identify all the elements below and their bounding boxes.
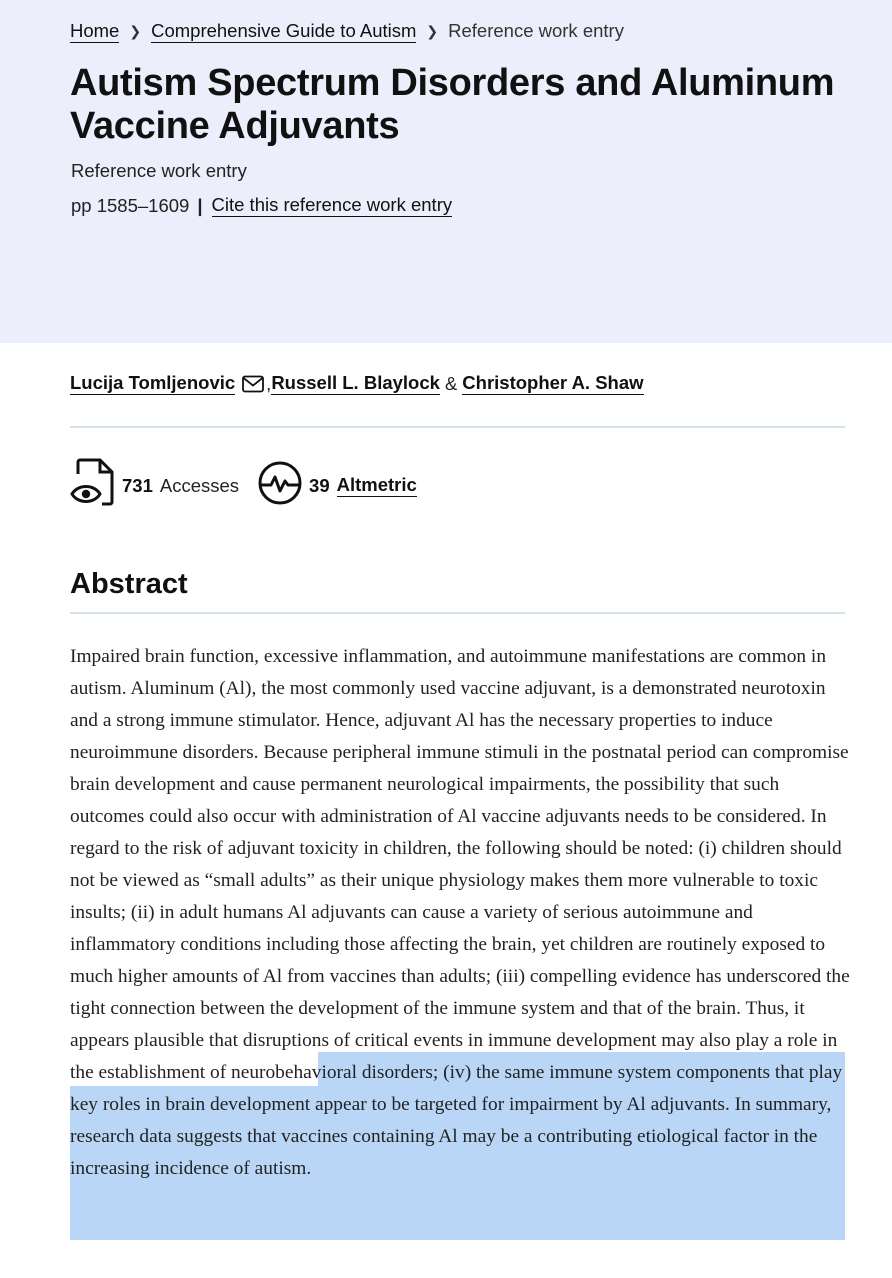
article-metrics [70, 458, 417, 513]
author-link-shaw[interactable]: Christopher A. Shaw [462, 372, 644, 393]
page-title: Autism Spectrum Disorders and Aluminum Vaccine Adjuvants [70, 62, 835, 147]
divider-bar: | [197, 194, 203, 216]
author-link-blaylock[interactable]: Russell L. Blaylock [271, 372, 440, 393]
pages-and-cite-row [71, 194, 452, 217]
altmetric-count: 39 [309, 474, 330, 496]
page-range: pp 1585–1609 [71, 194, 190, 216]
author-ampersand: & [444, 372, 458, 394]
altmetric-link[interactable]: Altmetric [336, 474, 417, 495]
document-eye-icon [70, 458, 116, 513]
abstract-body[interactable] [70, 641, 850, 1185]
altmetric-metric [257, 460, 417, 511]
author-link-tomljenovic[interactable]: Lucija Tomljenovic [70, 372, 236, 393]
altmetric-pulse-icon [257, 460, 303, 511]
breadcrumb-current: Reference work entry [448, 20, 624, 41]
cite-link[interactable]: Cite this reference work entry [211, 194, 453, 215]
chevron-right-icon: ❯ [129, 22, 142, 39]
section-divider [70, 426, 845, 428]
email-icon[interactable] [242, 375, 264, 393]
abstract-heading: Abstract [70, 568, 188, 600]
chevron-right-icon: ❯ [426, 22, 439, 39]
accesses-metric [70, 458, 239, 513]
abstract-selected-text: Thus, it appears plausible that disruptions of critical events in immune development may also play a role in the establishment of neurobehavioral disorders; (iv) the same immune system components that play key roles in brain development appear to be targeted for impairment by Al adjuvants. In summary, research data suggests that vaccines containing Al may be a contributing etiological factor in the increasing incidence of autism. [70, 998, 843, 1179]
breadcrumb-guide-link[interactable]: Comprehensive Guide to Autism [151, 19, 417, 41]
abstract-divider [70, 612, 845, 614]
accesses-label: Accesses [159, 474, 240, 496]
author-list [70, 372, 644, 395]
author-separator: , [266, 372, 272, 394]
entry-type-label: Reference work entry [71, 160, 247, 181]
accesses-count: 731 [122, 474, 153, 496]
breadcrumb-home-link[interactable]: Home [70, 19, 120, 41]
breadcrumb [70, 18, 624, 44]
abstract-text: Impaired brain function, excessive inflammation, and autoimmune manifestations are common in autism. Aluminum (Al), the most commonly used vaccine adjuvant, is a demonstrated neurotoxin and a strong immune stimulator. Hence, adjuvant Al has the necessary properties to induce neuroimmune disorders. Because peripheral immune stimuli in the postnatal period can compromise brain development and cause permanent neurological impairments, the possibility that such outcomes could also occur with administration of Al vaccine adjuvants needs to be considered. In regard to the risk of adjuvant toxicity in children, the following should be noted: (i) children should not be viewed as “small adults” as their unique physiology makes them more vulnerable to toxic insults; (ii) in adult humans Al adjuvants can cause a variety of serious autoimmune and inflammatory conditions including those affecting the brain, yet children are routinely exposed to much higher amounts of Al from vaccines than adults; (iii) compelling evidence has underscored the tight connection between the development of the immune system and that of the brain. [70, 646, 850, 1019]
